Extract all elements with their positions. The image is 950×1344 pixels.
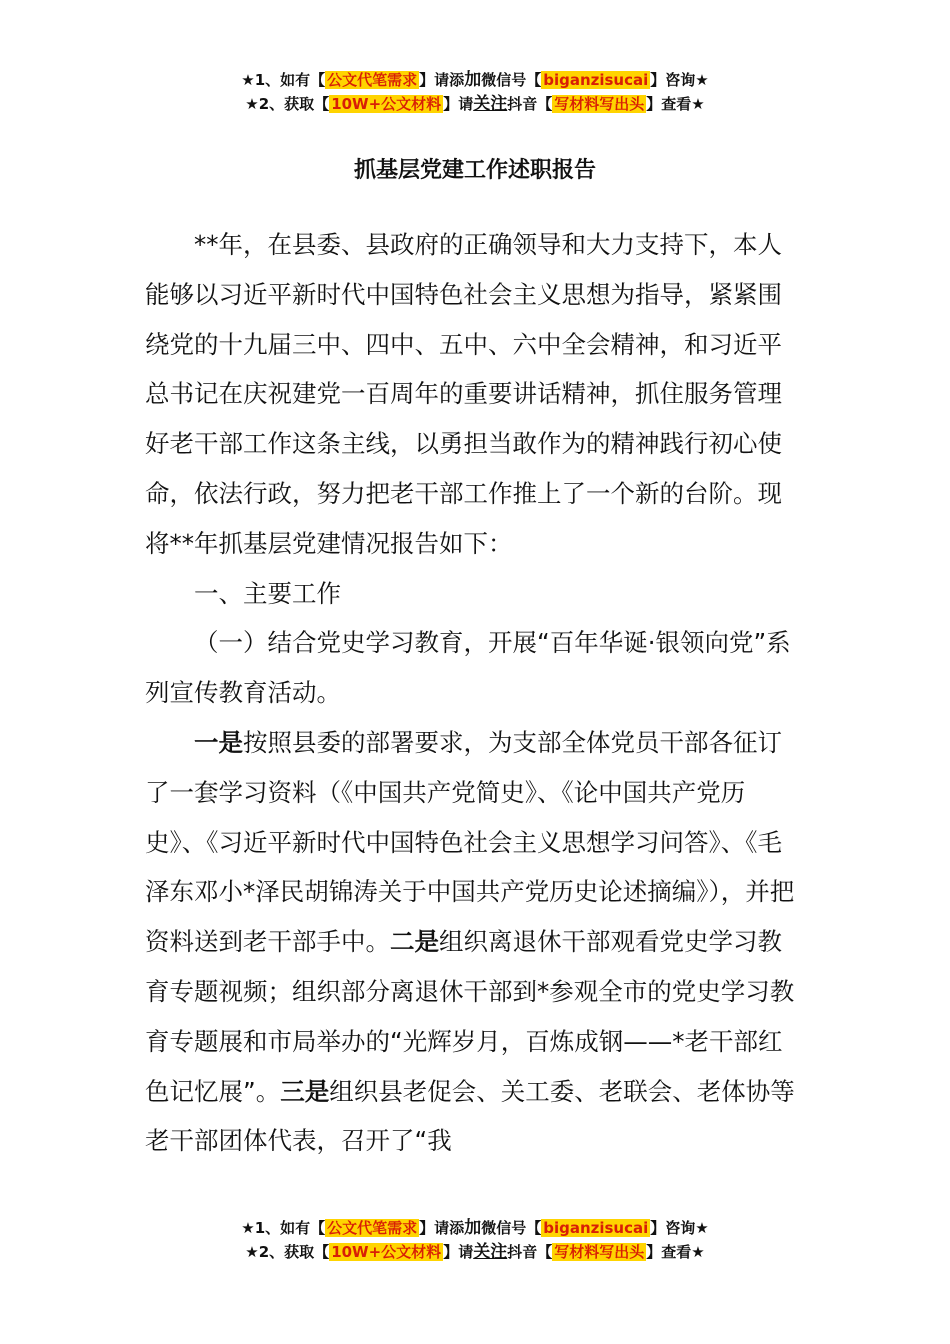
banner-line-2: [0, 92, 950, 116]
banner-text: ★2、获取【: [245, 95, 330, 113]
banner-highlight: 公文代笔需求: [327, 1219, 418, 1237]
banner-text: 】请添: [419, 71, 465, 89]
banner-text: ★1、如有【: [241, 71, 326, 89]
banner-line-1: [0, 1216, 950, 1240]
banner-text: ★2、获取【: [245, 1243, 330, 1261]
banner-text: 】查看★: [646, 1243, 705, 1261]
banner-highlight: 写材料写出头: [554, 1243, 645, 1261]
header-banner: [0, 68, 950, 116]
subsection-heading: （一）结合党史学习教育，开展“百年华诞·银领向党”系列宣传教育活动。: [145, 628, 791, 708]
banner-text: 】请: [443, 1243, 474, 1261]
banner-highlight: 10W+公文材料: [331, 95, 442, 113]
banner-text: 抖音【: [507, 1243, 553, 1261]
point-label: 一是: [194, 727, 243, 757]
banner-highlight: biganzisucai: [543, 71, 649, 89]
banner-text: 关注: [473, 1242, 508, 1262]
banner-text: 】咨询★: [650, 1219, 709, 1237]
paragraph-details: [145, 718, 805, 1166]
document-title: 抓基层党建工作述职报告: [353, 158, 596, 183]
footer-banner: [0, 1216, 950, 1264]
banner-highlight: 公文代笔需求: [327, 71, 418, 89]
paragraph-intro: **年，在县委、县政府的正确领导和大力支持下，本人能够以习近平新时代中国特色社会主义思想为指导，紧紧围绕党的十九届三中、四中、五中、六中全会精神，和习近平总书记在庆祝建党一百周年的重要讲话精神，抓住服务管理好老干部工作这条主线，以勇担当敢作为的精神践行初心使命，依法行政，努力把老干部工作推上了一个新的台阶。现将**年抓基层党建情况报告如下：: [145, 230, 782, 558]
point-label: 二是: [390, 927, 439, 957]
document-body: [145, 220, 805, 1166]
banner-text: 关注: [473, 94, 508, 114]
point-text: 组织县老促会、关工委、老联会、老体协等老干部团体代表，召开了“我: [145, 1076, 795, 1156]
banner-text: 】咨询★: [650, 71, 709, 89]
banner-highlight: 写材料写出头: [554, 95, 645, 113]
banner-text: 加: [464, 70, 482, 90]
banner-highlight: 10W+公文材料: [331, 1243, 442, 1261]
banner-text: ★1、如有【: [241, 1219, 326, 1237]
banner-text: 微信号【: [481, 71, 542, 89]
banner-line-1: [0, 68, 950, 92]
banner-text: 】请添: [419, 1219, 465, 1237]
banner-text: 】请: [443, 95, 474, 113]
banner-line-2: [0, 1240, 950, 1264]
point-label: 三是: [280, 1076, 330, 1106]
point-text: 组织离退休干部观看党史学习教育专题视频；组织部分离退休干部到*参观全市的党史学习教育专题展和市局举办的“光辉岁月，百炼成钢——*老干部红色记忆展”。: [145, 927, 795, 1106]
banner-text: 抖音【: [507, 95, 553, 113]
section-heading: 一、主要工作: [194, 578, 341, 608]
banner-text: 】查看★: [646, 95, 705, 113]
banner-text: 微信号【: [481, 1219, 542, 1237]
banner-text: 加: [464, 1218, 482, 1238]
banner-highlight: biganzisucai: [543, 1219, 649, 1237]
point-text: 按照县委的部署要求，为支部全体党员干部各征订了一套学习资料（《中国共产党简史》、《论中国共产党历史》、《习近平新时代中国特色社会主义思想学习问答》、《毛泽东邓小*泽民胡锦涛关于中国共产党历史论述摘编》），并把资料送到老干部手中。: [145, 727, 795, 957]
